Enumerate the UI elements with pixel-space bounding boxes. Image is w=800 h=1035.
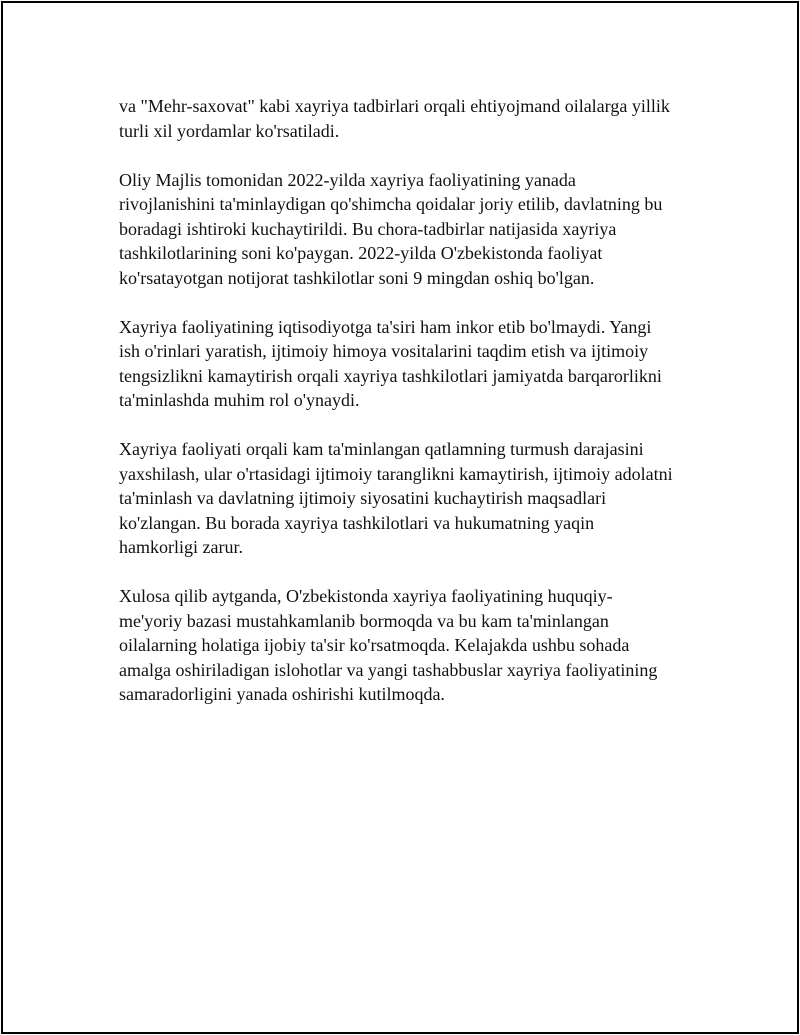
text-line: samaradorligini yanada oshirishi kutilmoqda. bbox=[119, 684, 445, 704]
paragraph-1 bbox=[119, 94, 719, 143]
text-line: tashkilotlarining soni ko'paygan. 2022-yilda O'zbekistonda faoliyat bbox=[119, 243, 603, 263]
text-line: turli xil yordamlar ko'rsatiladi. bbox=[119, 120, 340, 141]
text-line: Xulosa qilib aytganda, O'zbekistonda xayriya faoliyatining huquqiy- bbox=[119, 586, 613, 606]
document-body bbox=[119, 94, 719, 731]
text-line: me'yoriy bazasi mustahkamlanib bormoqda va bu kam ta'minlangan bbox=[119, 610, 609, 631]
text-line: ko'rsatayotgan notijorat tashkilotlar soni 9 mingdan oshiq bo'lgan. bbox=[119, 267, 595, 288]
text-line: amalga oshiriladigan islohotlar va yangi tashabbuslar xayriya faoliyatining bbox=[119, 659, 658, 680]
text-line: Xayriya faoliyati orqali kam ta'minlangan qatlamning turmush darajasini bbox=[119, 439, 644, 459]
paragraph-3 bbox=[119, 315, 719, 413]
text-line: Xayriya faoliyatining iqtisodiyotga ta'siri ham inkor etib bo'lmaydi. Yangi bbox=[119, 316, 652, 337]
text-line: ko'zlangan. Bu borada xayriya tashkilotlari va hukumatning yaqin bbox=[119, 512, 595, 533]
text-line: Oliy Majlis tomonidan 2022-yilda xayriya faoliyatining yanada bbox=[119, 169, 576, 190]
text-line: yaxshilash, ular o'rtasidagi ijtimoiy taranglikni kamaytirish, ijtimoiy adolatni bbox=[119, 463, 673, 484]
text-line: hamkorligi zarur. bbox=[119, 537, 243, 557]
text-line: rivojlanishini ta'minlaydigan qo'shimcha qoidalar joriy etilib, davlatning bu bbox=[119, 194, 663, 214]
text-line: oilalarning holatiga ijobiy ta'sir ko'rsatmoqda. Kelajakda ushbu sohada bbox=[119, 635, 630, 655]
text-line: ta'minlashda muhim rol o'ynaydi. bbox=[119, 390, 360, 410]
paragraph-5 bbox=[119, 584, 719, 707]
text-line: ish o'rinlari yaratish, ijtimoiy himoya vositalarini taqdim etish va ijtimoiy bbox=[119, 341, 649, 361]
text-line: va "Mehr-saxovat" kabi xayriya tadbirlari orqali ehtiyojmand oilalarga yillik bbox=[119, 96, 670, 116]
text-line: boradagi ishtiroki kuchaytirildi. Bu chora-tadbirlar natijasida xayriya bbox=[119, 218, 617, 239]
page-frame bbox=[1, 1, 799, 1034]
text-line: ta'minlash va davlatning ijtimoiy siyosatini kuchaytirish maqsadlari bbox=[119, 488, 607, 508]
paragraph-2 bbox=[119, 168, 719, 291]
paragraph-4 bbox=[119, 437, 719, 560]
text-line: tengsizlikni kamaytirish orqali xayriya tashkilotlari jamiyatda barqarorlikni bbox=[119, 365, 662, 386]
